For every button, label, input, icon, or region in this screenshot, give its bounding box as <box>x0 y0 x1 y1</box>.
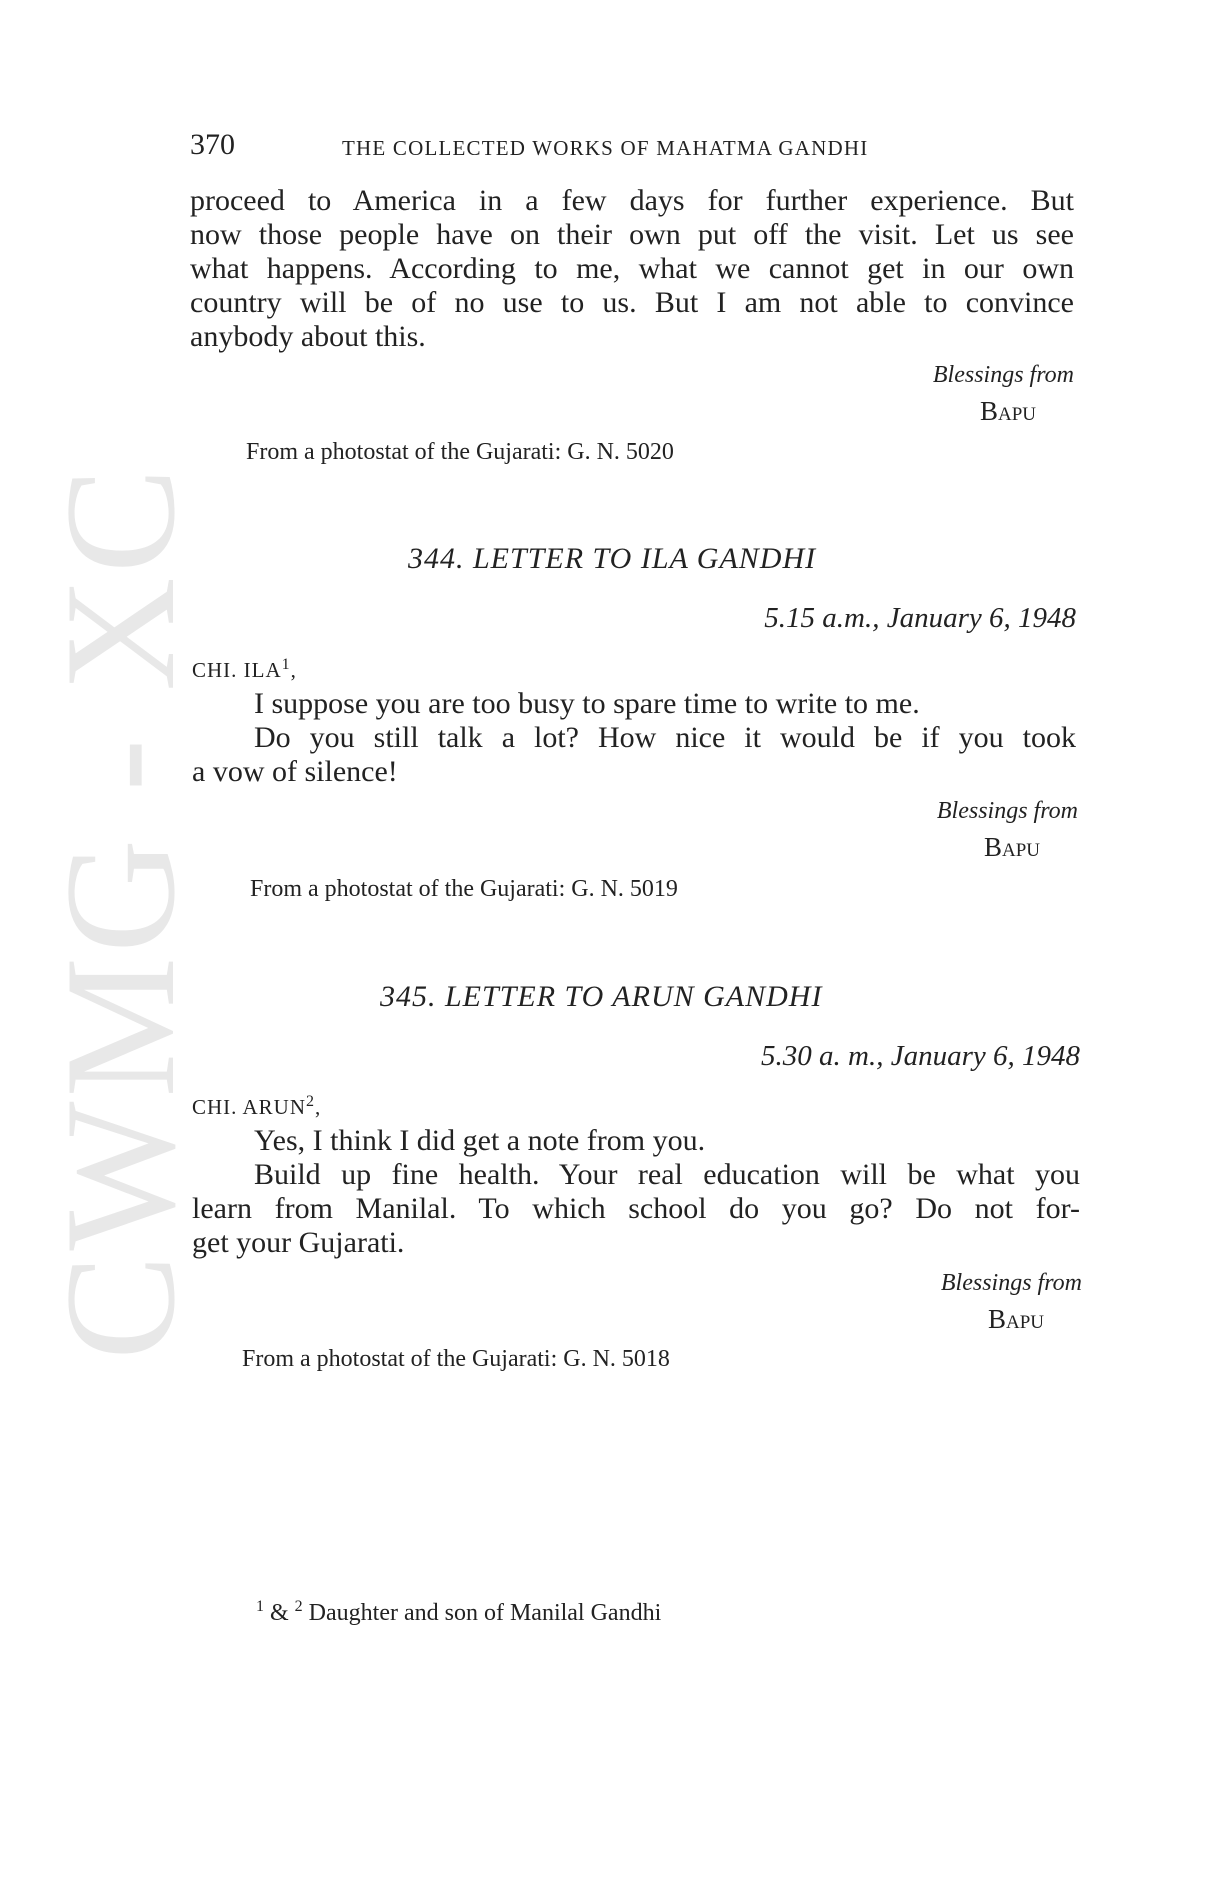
footnote-ref: 1 <box>281 656 291 673</box>
paragraph: I suppose you are too busy to spare time to write to me. <box>254 687 920 720</box>
opening-line-3: what happens. According to me, what we cannot get in our own <box>190 252 1074 285</box>
paragraph-line: Do you still talk a lot? How nice it would be if you took <box>254 721 1076 754</box>
salutation: CHI. ARUN$^2$, <box>192 1093 322 1119</box>
signature: Bapu <box>979 396 1036 426</box>
paragraph-line: Build up fine health. Your real education will be what you <box>254 1158 1080 1191</box>
paragraph-line: a vow of silence! <box>192 755 398 788</box>
dateline: 5.30 a. m., January 6, 1948 <box>761 1040 1080 1072</box>
blessings-line: Blessings from <box>936 798 1078 824</box>
opening-line-5: anybody about this. <box>190 320 426 353</box>
footnote: $^1$ & $^2$ Daughter and son of Manilal Gandhi <box>256 1598 662 1626</box>
signature: Bapu <box>987 1304 1044 1334</box>
paragraph: Yes, I think I did get a note from you. <box>254 1124 706 1157</box>
page-number: 370 <box>190 128 235 161</box>
blessings-line: Blessings from <box>940 1270 1082 1296</box>
letter-heading: 344. LETTER TO ILA GANDHI <box>408 542 817 575</box>
signature: Bapu <box>983 832 1040 862</box>
source-note: From a photostat of the Gujarati: G. N. 5019 <box>250 876 678 902</box>
dateline: 5.15 a.m., January 6, 1948 <box>764 602 1076 634</box>
footnote-ref: 2 <box>306 1093 316 1110</box>
salutation: CHI. ILA$^1$, <box>192 656 297 682</box>
blessings-line: Blessings from <box>932 362 1074 388</box>
source-note: From a photostat of the Gujarati: G. N. 5020 <box>246 439 674 465</box>
paragraph-line: get your Gujarati. <box>192 1226 405 1259</box>
opening-line-4: country will be of no use to us. But I am not able to convince <box>190 286 1074 319</box>
source-note: From a photostat of the Gujarati: G. N. 5018 <box>242 1346 670 1372</box>
running-head: THE COLLECTED WORKS OF MAHATMA GANDHI <box>342 136 869 160</box>
paragraph-line: learn from Manilal. To which school do you go? Do not for- <box>192 1192 1080 1225</box>
letter-heading: 345. LETTER TO ARUN GANDHI <box>380 980 823 1013</box>
opening-line-1: proceed to America in a few days for further experience. But <box>190 184 1074 217</box>
opening-line-2: now those people have on their own put off the visit. Let us see <box>190 218 1074 251</box>
watermark: CWMG - XC <box>33 463 208 1360</box>
